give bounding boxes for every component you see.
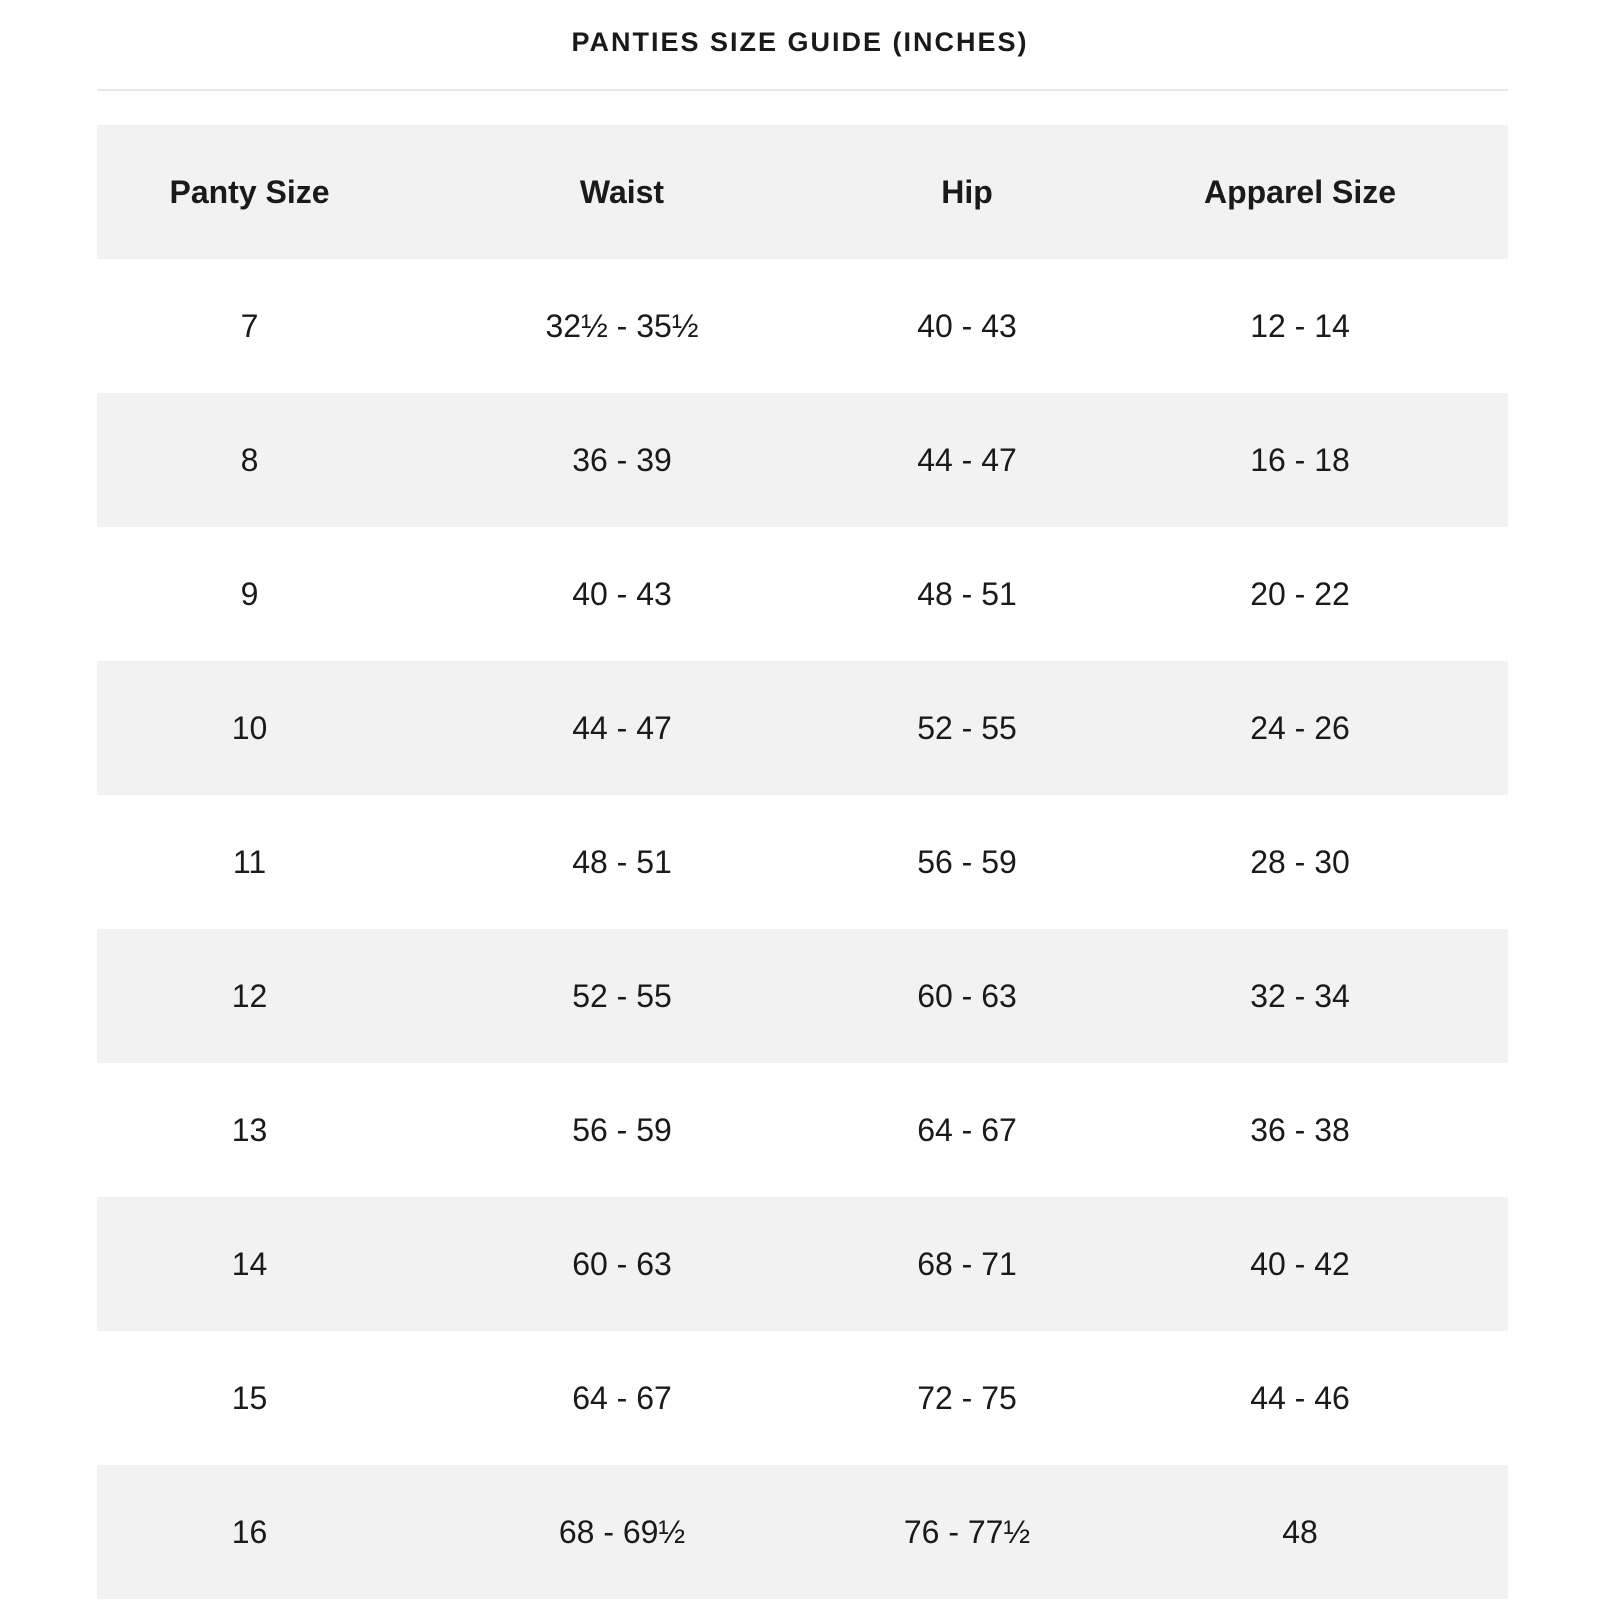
cell-panty-size: 7: [240, 308, 259, 344]
table-row: [97, 1063, 1508, 1197]
table-row: [97, 661, 1508, 795]
cell-waist: 32½ - 35½: [545, 308, 699, 344]
cell-hip: 72 - 75: [917, 1380, 1017, 1416]
cell-hip: 56 - 59: [917, 844, 1017, 880]
cell-waist: 48 - 51: [572, 844, 672, 880]
cell-hip: 52 - 55: [917, 710, 1017, 746]
cell-waist: 44 - 47: [572, 710, 672, 746]
cell-panty-size: 14: [231, 1246, 268, 1282]
cell-apparel-size: 16 - 18: [1250, 442, 1350, 478]
cell-panty-size: 9: [240, 576, 259, 612]
table-row: [97, 259, 1508, 393]
cell-hip: 44 - 47: [917, 442, 1017, 478]
cell-apparel-size: 48: [1282, 1514, 1318, 1550]
table-row: [97, 527, 1508, 661]
cell-panty-size: 15: [231, 1380, 268, 1416]
cell-apparel-size: 44 - 46: [1250, 1380, 1350, 1416]
size-guide-table: [97, 125, 1508, 1599]
table-row: [97, 795, 1508, 929]
cell-apparel-size: 12 - 14: [1250, 308, 1350, 344]
cell-hip: 68 - 71: [917, 1246, 1017, 1282]
header-panty-size: Panty Size: [169, 174, 330, 210]
cell-panty-size: 16: [231, 1514, 268, 1550]
cell-apparel-size: 20 - 22: [1250, 576, 1350, 612]
title-divider: [97, 89, 1508, 91]
cell-waist: 60 - 63: [572, 1246, 672, 1282]
cell-panty-size: 12: [231, 978, 268, 1014]
cell-waist: 40 - 43: [572, 576, 672, 612]
header-apparel-size: Apparel Size: [1203, 174, 1397, 210]
header-waist: Waist: [579, 174, 665, 210]
cell-panty-size: 8: [240, 442, 259, 478]
cell-hip: 40 - 43: [917, 308, 1017, 344]
cell-apparel-size: 28 - 30: [1250, 844, 1350, 880]
cell-panty-size: 13: [231, 1112, 268, 1148]
cell-waist: 52 - 55: [572, 978, 672, 1014]
table-row: [97, 929, 1508, 1063]
cell-hip: 64 - 67: [917, 1112, 1017, 1148]
table-row: [97, 393, 1508, 527]
table-header-row: [97, 125, 1508, 259]
cell-panty-size: 10: [231, 710, 268, 746]
cell-waist: 68 - 69½: [558, 1514, 686, 1550]
cell-waist: 56 - 59: [572, 1112, 672, 1148]
cell-apparel-size: 40 - 42: [1250, 1246, 1350, 1282]
cell-hip: 60 - 63: [917, 978, 1017, 1014]
header-hip: Hip: [941, 174, 993, 210]
page-title: PANTIES SIZE GUIDE (INCHES): [571, 27, 1029, 57]
cell-apparel-size: 32 - 34: [1250, 978, 1350, 1014]
cell-apparel-size: 24 - 26: [1250, 710, 1350, 746]
cell-hip: 76 - 77½: [903, 1514, 1031, 1550]
cell-waist: 36 - 39: [572, 442, 672, 478]
cell-waist: 64 - 67: [572, 1380, 672, 1416]
cell-hip: 48 - 51: [917, 576, 1017, 612]
cell-apparel-size: 36 - 38: [1250, 1112, 1350, 1148]
table-row: [97, 1465, 1508, 1599]
cell-panty-size: 11: [232, 844, 267, 880]
table-row: [97, 1197, 1508, 1331]
table-row: [97, 1331, 1508, 1465]
